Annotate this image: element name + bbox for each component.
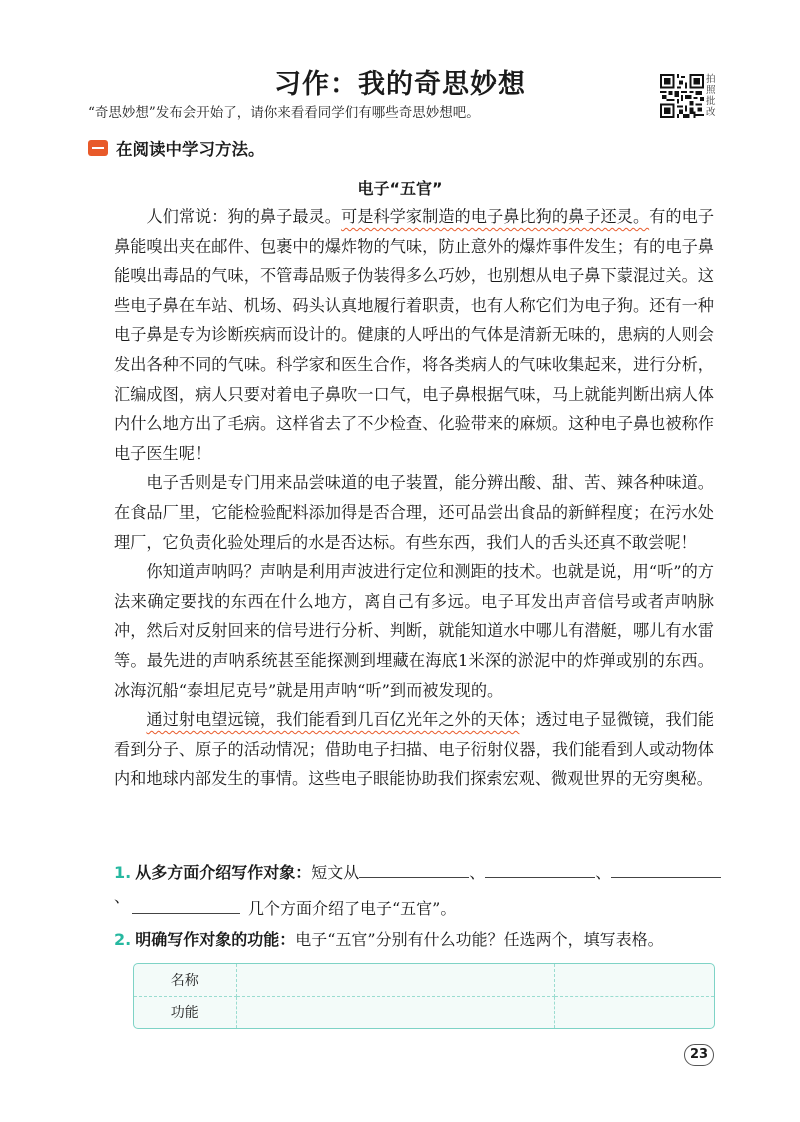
answer-table (133, 963, 715, 1029)
question-text: 电子“五官”分别有什么功能？任选两个，填写表格。 (295, 930, 664, 949)
question-2 (114, 928, 724, 952)
table-cell-name-1[interactable] (236, 964, 555, 996)
qr-code-block[interactable] (660, 74, 716, 122)
question-text: 几个方面介绍了电子“五官”。 (248, 899, 457, 918)
page-subtitle: “奇思妙想”发布会开始了，请你来看看同学们有哪些奇思妙想吧。 (88, 105, 480, 121)
separator: 、 (114, 887, 131, 906)
answer-blank-2[interactable] (485, 860, 595, 878)
qr-code-label[interactable]: 拍照批改 (706, 74, 716, 118)
article-paragraph-tongue: 电子舌则是专门用来品尝味道的电子装置，能分辨出酸、甜、苦、辣各种味道。在食品厂里，它能检验配料添加得是否合理，还可品尝出食品的新鲜程度；在污水处理厂，它负责化验处理后的水是否达标。有些东西，我们人的舌头还真不敢尝呢！ (114, 473, 714, 552)
article-text: 人们常说：狗的鼻子最灵。 (146, 207, 342, 226)
separator: 、 (469, 863, 486, 882)
article-title: 电子“五官” (357, 179, 443, 198)
table-header-name: 名称 (134, 964, 236, 996)
answer-blank-4[interactable] (132, 896, 240, 914)
question-number: 2. (114, 930, 132, 949)
answer-blank-3[interactable] (611, 860, 721, 878)
question-1-continued (132, 896, 742, 921)
article-text: 有的电子鼻能嗅出夹在邮件、包裹中的爆炸物的气味，防止意外的爆炸事件发生；有的电子鼻能嗅出毒品的气味，不管毒品贩子伪装得多么巧妙，也别想从电子鼻下蒙混过关。这些电子鼻在车站、机场、码头认真地履行着职责，也有人称它们为电子狗。还有一种电子鼻是专为诊断疾病而设计的。健康的人呼出的气体是清新无味的，患病的人则会发出各种不同的气味。科学家和医生合作，将各类病人的气味收集起来，进行分析，汇编成图，病人只要对着电子鼻吹一口气，电子鼻根据气味，马上就能判断出病人体内什么地方出了毛病。这样省去了不少检查、化验带来的麻烦。这种电子鼻也被称作电子医生呢！ (114, 207, 715, 463)
dash-icon (88, 140, 108, 156)
article-paragraph-eye (114, 705, 714, 794)
question-text: 短文从 (311, 863, 360, 882)
article-paragraph-ear: 你知道声呐吗？声呐是利用声波进行定位和测距的技术。也就是说，用“听”的方法来确定要找的东西在什么地方，离自己有多远。电子耳发出声音信号或者声呐脉冲，然后对反射回来的信号进行分析、判断，就能知道水中哪儿有潜艇，哪儿有水雷等。最先进的声呐系统甚至能探测到埋藏在海底1米深的淤泥中的炸弹或别的东西。冰海沉船“泰坦尼克号”就是用声呐“听”到而被发现的。 (114, 562, 714, 700)
page-number: 23 (684, 1044, 714, 1066)
section-title: 在阅读中学习方法。 (116, 140, 265, 159)
page-title: 习作：我的奇思妙想 (274, 69, 526, 100)
article-text: ；透过电子显微镜，我们能看到分子、原子的活动情况；借助电子扫描、电子衍射仪器，我们能看到人或动物体内和地球内部发生的事情。这些电子眼能协助我们探索宏观、微观世界的无穷奥秘。 (114, 710, 715, 789)
wavy-underlined-sentence: 可是科学家制造的电子鼻比狗的鼻子还灵。 (341, 207, 650, 226)
table-header-function: 功能 (134, 996, 236, 1028)
wavy-underlined-sentence: 通过射电望远镜，我们能看到几百亿光年之外的天体 (146, 710, 520, 730)
answer-blank-1[interactable] (359, 860, 469, 878)
table-row (134, 964, 714, 996)
table-row (134, 996, 714, 1028)
question-number: 1. (114, 863, 132, 882)
article-paragraph-nose (114, 202, 714, 468)
section-heading (88, 137, 265, 159)
question-label: 从多方面介绍写作对象： (135, 863, 312, 882)
qr-code-icon[interactable] (660, 74, 704, 118)
table-cell-name-2[interactable] (555, 964, 714, 996)
article-body (114, 202, 714, 794)
separator: 、 (595, 863, 612, 882)
table-cell-function-1[interactable] (236, 996, 555, 1028)
table-cell-function-2[interactable] (555, 996, 714, 1028)
question-label: 明确写作对象的功能： (135, 930, 296, 949)
